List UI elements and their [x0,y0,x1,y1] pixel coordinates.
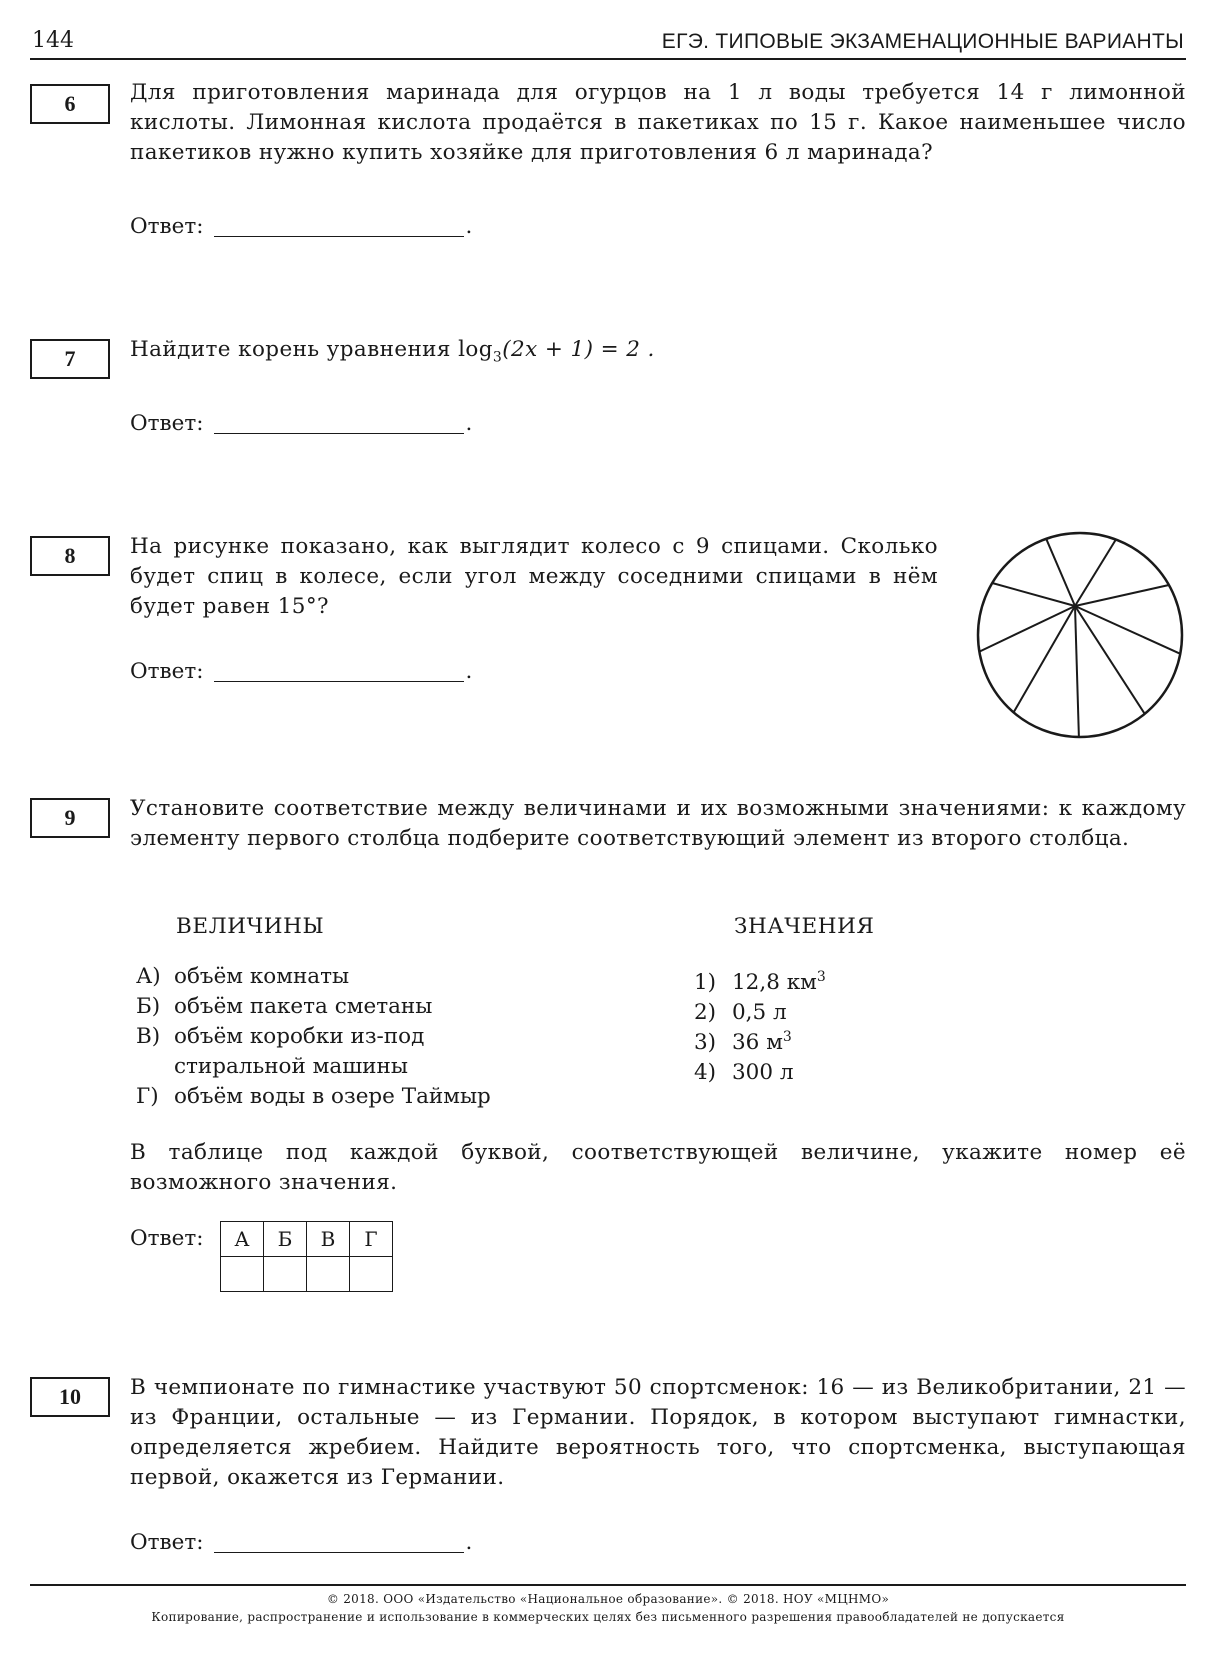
wheel-spoke [992,583,1075,606]
equation: $\log_3(2x + 1) = 2$ . [458,337,655,366]
wheel-spoke [1075,585,1169,606]
value-item: 1) 12,8 $км^3$ [694,969,826,996]
answer-label: Ответ: [130,214,204,239]
task-6-text: Для приготовления маринада для огурцов на 1 л воды требуется 14 г лимонной кислоты. Лимонная кислота продаётся в пакетиках по 15 г. Какое наименьшее число пакетиков нужно купить хозяйке для приготовления 6 л маринада? [130,80,1186,165]
task-10-answer-field[interactable] [214,1552,464,1553]
task-8-text: На рисунке показано, как выглядит колесо с 9 спицами. Сколько будет спиц в колесе, если угол между соседними спицами в нём будет равен 15°? [130,534,938,619]
task-7-answer-field[interactable] [214,433,464,434]
task-7-number: 7 [30,339,110,379]
answer-label: Ответ: [130,411,204,436]
wheel-spoke [979,606,1075,652]
wheel-spoke [1075,540,1116,607]
answer-label: Ответ: [130,659,204,684]
answer-cell-a[interactable] [221,1257,264,1292]
running-title: ЕГЭ. ТИПОВЫЕ ЭКЗАМЕНАЦИОННЫЕ ВАРИАНТЫ [661,30,1184,53]
task-9-instruction: В таблице под каждой буквой, соответствующей величине, укажите номер её возможного значения. [130,1140,1186,1195]
quantity-item: Б) объём пакета сметаны [136,994,433,1019]
quantity-item: Г) объём воды в озере Таймыр [136,1084,491,1109]
wheel-rim [978,533,1182,737]
task-10-number: 10 [30,1377,110,1417]
table-header-g: Г [350,1222,393,1257]
task-9-answer-label: Ответ: [130,1226,204,1251]
quantity-item: В) объём коробки из-под [136,1024,425,1049]
task-7-text: Найдите корень уравнения $\log_3(2x + 1) = 2$ . [130,337,655,366]
answer-cell-v[interactable] [307,1257,350,1292]
task-6-answer: Ответ: . [130,214,473,239]
task-8-answer: Ответ: . [130,659,473,684]
quantity-item: стиральной машины [174,1054,408,1079]
header-divider [30,58,1186,60]
table-header-a: А [221,1222,264,1257]
value-item: 4) 300 л [694,1060,794,1086]
task-9-number: 9 [30,798,110,838]
value-item: 2) 0,5 л [694,1000,787,1026]
page-number: 144 [32,28,74,53]
footer-notice: Копирование, распространение и использование в коммерческих целях без письменного разрешения правообладателей не допускается [151,1610,1065,1624]
quantities-list [136,962,636,1122]
table-header-b: Б [264,1222,307,1257]
wheel-spoke [1046,539,1075,606]
wheel-figure [975,530,1185,740]
task-10-answer: Ответ: . [130,1530,473,1555]
footer-copyright: © 2018. ООО «Издательство «Национальное образование». © 2018. НОУ «МЦНМО» [326,1592,890,1606]
column-left-title: ВЕЛИЧИНЫ [176,914,325,939]
task-6-answer-field[interactable] [214,236,464,237]
answer-label: Ответ: [130,1530,204,1555]
quantity-item: А) объём комнаты [136,964,350,989]
value-item: 3) 36 $м^3$ [694,1029,792,1056]
table-header-v: В [307,1222,350,1257]
task-9-answer-table [220,1221,393,1292]
task-10-text: В чемпионате по гимнастике участвуют 50 спортсменок: 16 — из Великобритании, 21 — из Франции, остальные — из Германии. Порядок, в котором выступают гимнастки, определяется жребием. Найдите вероятность того, что спортсменка, выступающая первой, окажется из Германии. [130,1375,1186,1490]
wheel-spoke [1075,606,1079,737]
footer-divider [30,1584,1186,1586]
task-8-number: 8 [30,536,110,576]
column-right-title: ЗНАЧЕНИЯ [734,914,875,939]
task-6-number: 6 [30,84,110,124]
wheel-spoke [1014,606,1075,712]
task-9-text: Установите соответствие между величинами и их возможными значениями: к каждому элементу первого столбца подберите соответствующий элемент из второго столбца. [130,796,1186,851]
task-8-answer-field[interactable] [214,681,464,682]
answer-cell-g[interactable] [350,1257,393,1292]
answer-cell-b[interactable] [264,1257,307,1292]
values-list [694,962,994,1092]
task-7-answer: Ответ: . [130,411,473,436]
